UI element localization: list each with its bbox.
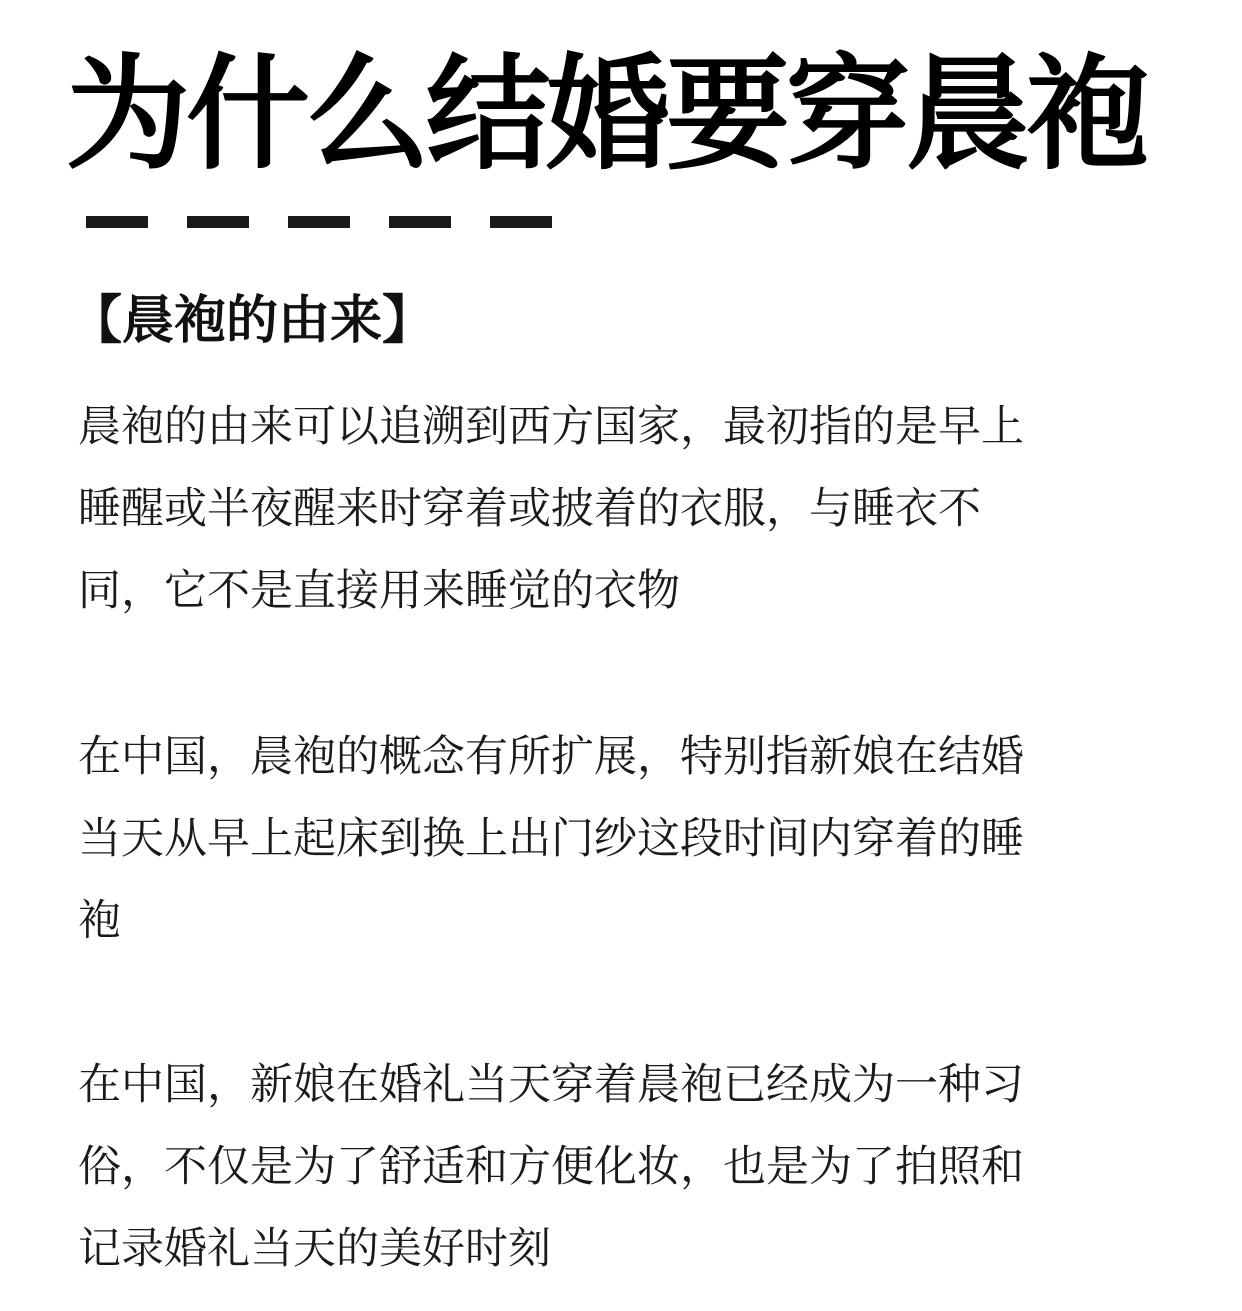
paragraph-line: 袍 <box>78 896 121 946</box>
divider-dash <box>389 216 451 228</box>
paragraph-china-concept <box>78 716 1138 962</box>
paragraph-line: 当天从早上起床到换上出门纱这段时间内穿着的睡 <box>78 814 1024 864</box>
divider-dash <box>490 216 552 228</box>
paragraph-line: 睡醒或半夜醒来时穿着或披着的衣服，与睡衣不 <box>78 484 981 534</box>
paragraph-origin-west <box>78 386 1138 632</box>
paragraph-line: 记录婚礼当天的美好时刻 <box>78 1224 551 1274</box>
paragraph-line: 晨袍的由来可以追溯到西方国家，最初指的是早上 <box>78 402 1024 452</box>
paragraph-line: 同，它不是直接用来睡觉的衣物 <box>78 566 680 616</box>
divider-dash <box>187 216 249 228</box>
divider-dash <box>288 216 350 228</box>
divider-dash <box>86 216 148 228</box>
divider-dashes <box>86 216 552 228</box>
paragraph-china-custom <box>78 1044 1138 1290</box>
paragraph-line: 在中国，晨袍的概念有所扩展，特别指新娘在结婚 <box>78 732 1024 782</box>
page-title: 为什么结婚要穿晨袍 <box>66 43 1147 187</box>
paragraph-line: 在中国，新娘在婚礼当天穿着晨袍已经成为一种习 <box>78 1060 1024 1110</box>
section-heading: 【晨袍的由来】 <box>70 291 435 351</box>
paragraph-line: 俗，不仅是为了舒适和方便化妆，也是为了拍照和 <box>78 1142 1024 1192</box>
